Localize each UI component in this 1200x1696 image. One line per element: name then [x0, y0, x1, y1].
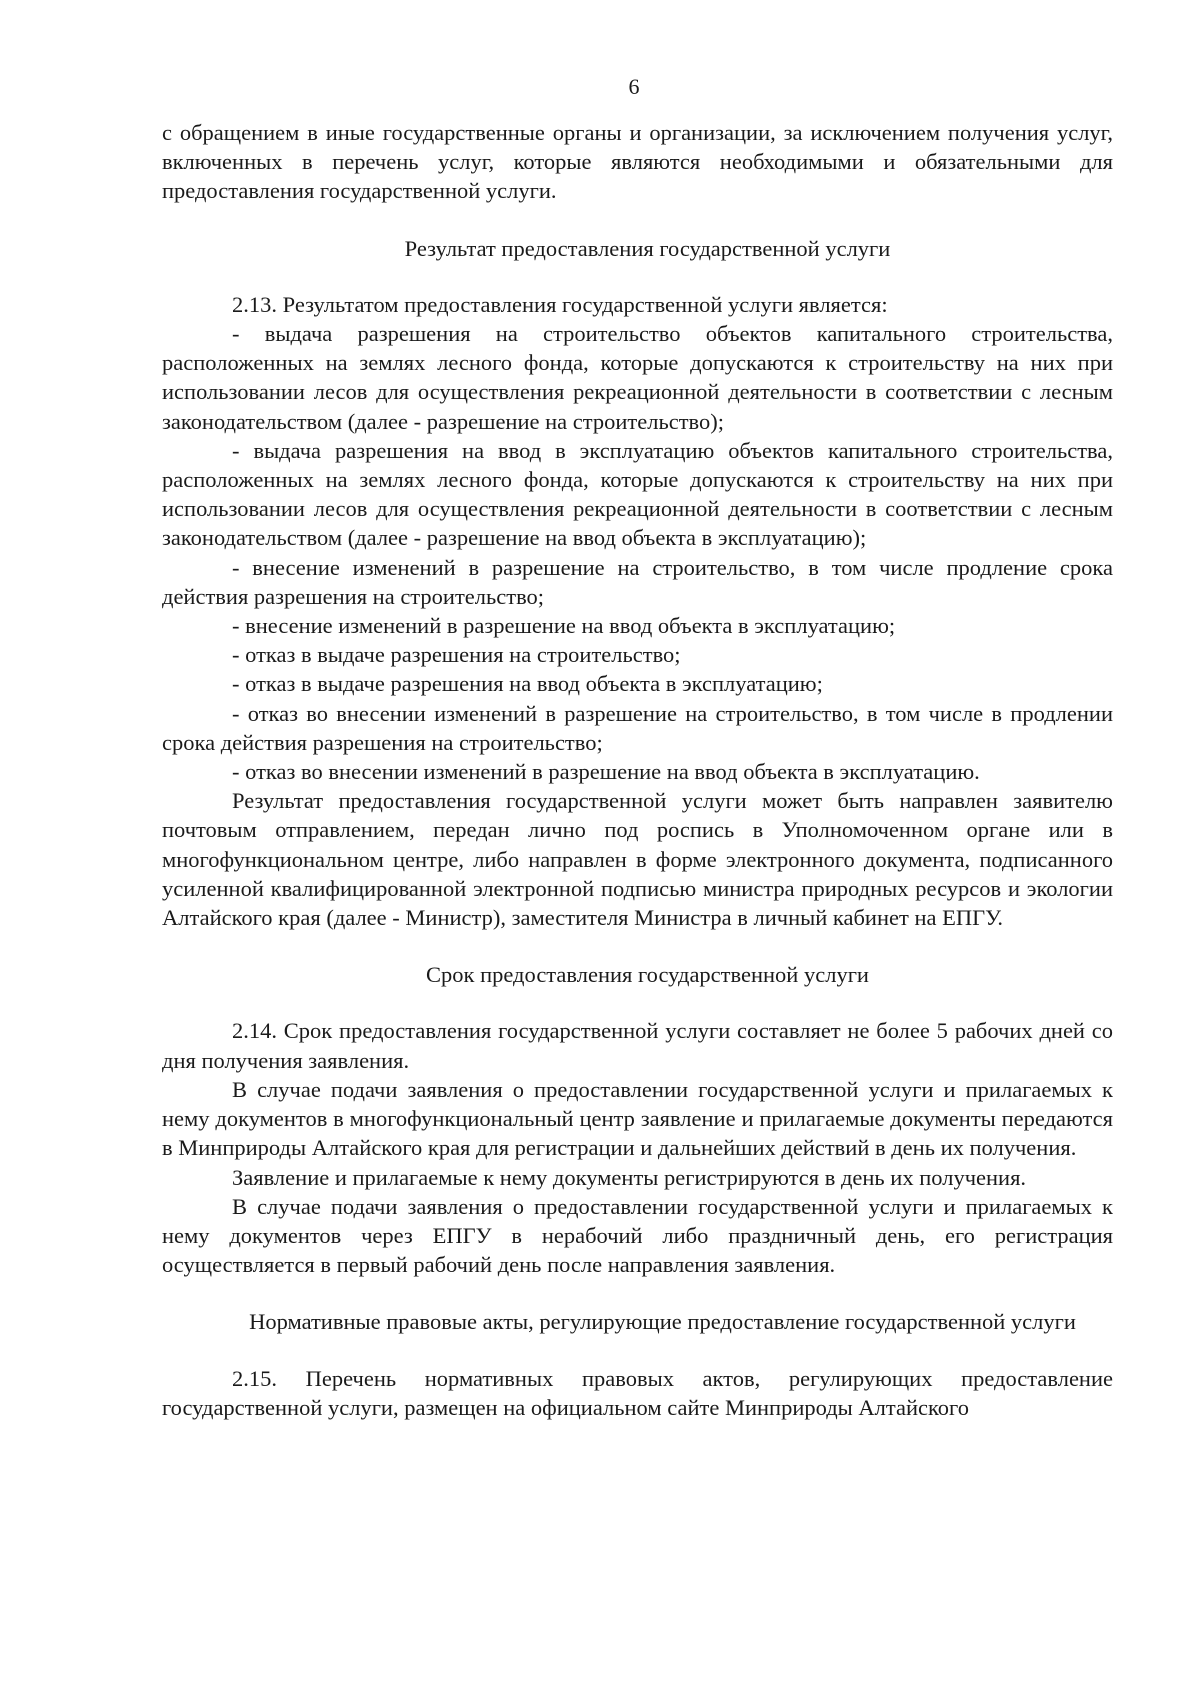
list-item: - выдача разрешения на ввод в эксплуатацию объектов капитального строительства, расположенных на землях лесного фонда, которые допускаются к строительству на них при использовании лесов для осуществления рекреационной деятельности в соответствии с лесным законодательством (далее - разрешение на ввод объекта в эксплуатацию); [162, 437, 1113, 551]
paragraph: с обращением в иные государственные органы и организации, за исключением получения услуг, включенных в перечень услуг, которые являются необходимыми и обязательными для предоставления государственной услуги. [162, 120, 1113, 204]
paragraph: В случае подачи заявления о предоставлении государственной услуги и прилагаемых к нему документов через ЕПГУ в нерабочий либо праздничный день, его регистрация осуществляется в первый рабочий день после направления заявления. [162, 1193, 1113, 1278]
page-number: 6 [628, 74, 640, 99]
paragraph: В случае подачи заявления о предоставлении государственной услуги и прилагаемых к нему документов в многофункциональный центр заявление и прилагаемые документы передаются в Минприроды Алтайского края для регистрации и дальнейших действий в день их получения. [162, 1076, 1113, 1161]
list-item: - отказ во внесении изменений в разрешение на ввод объекта в эксплуатацию. [232, 759, 980, 785]
paragraph: 2.15. Перечень нормативных правовых актов, регулирующих предоставление государственной услуги, размещен на официальном сайте Минприроды Алтайского [162, 1365, 1113, 1420]
list-item: - выдача разрешения на строительство объектов капитального строительства, расположенных на землях лесного фонда, которые допускаются к строительству на них при использовании лесов для осуществления рекреационной деятельности в соответствии с лесным законодательством (далее - разрешение на строительство); [162, 321, 1113, 434]
section-heading-result: Результат предоставления государственной услуги [404, 235, 891, 261]
paragraph: Заявление и прилагаемые к нему документы регистрируются в день их получения. [232, 1164, 1027, 1190]
list-item: - отказ в выдаче разрешения на строительство; [232, 642, 681, 668]
paragraph: Результат предоставления государственной услуги может быть направлен заявителю почтовым отправлением, передан лично под роспись в Уполномоченном органе или в многофункциональном центре, либо направлен в форме электронного документа, подписанного усиленной квалифицированной электронной подписью министра природных ресурсов и экологии Алтайского края (далее - Министр), заместителя Министра в личный кабинет на ЕПГУ. [162, 788, 1113, 931]
list-item: - отказ во внесении изменений в разрешение на строительство, в том числе в продлении срока действия разрешения на строительство; [162, 700, 1113, 755]
section-heading-legal-acts: Нормативные правовые акты, регулирующие предоставление государственной услуги [249, 1309, 1076, 1335]
paragraph: 2.14. Срок предоставления государственной услуги составляет не более 5 рабочих дней со дня получения заявления. [162, 1018, 1113, 1073]
section-heading-term: Срок предоставления государственной услуги [426, 962, 869, 988]
list-item: - отказ в выдаче разрешения на ввод объекта в эксплуатацию; [232, 671, 823, 697]
list-item: - внесение изменений в разрешение на ввод объекта в эксплуатацию; [232, 613, 896, 639]
paragraph: 2.13. Результатом предоставления государственной услуги является: [232, 291, 888, 317]
list-item: - внесение изменений в разрешение на строительство, в том числе продление срока действия разрешения на строительство; [162, 554, 1113, 609]
document-body [162, 118, 1113, 1422]
